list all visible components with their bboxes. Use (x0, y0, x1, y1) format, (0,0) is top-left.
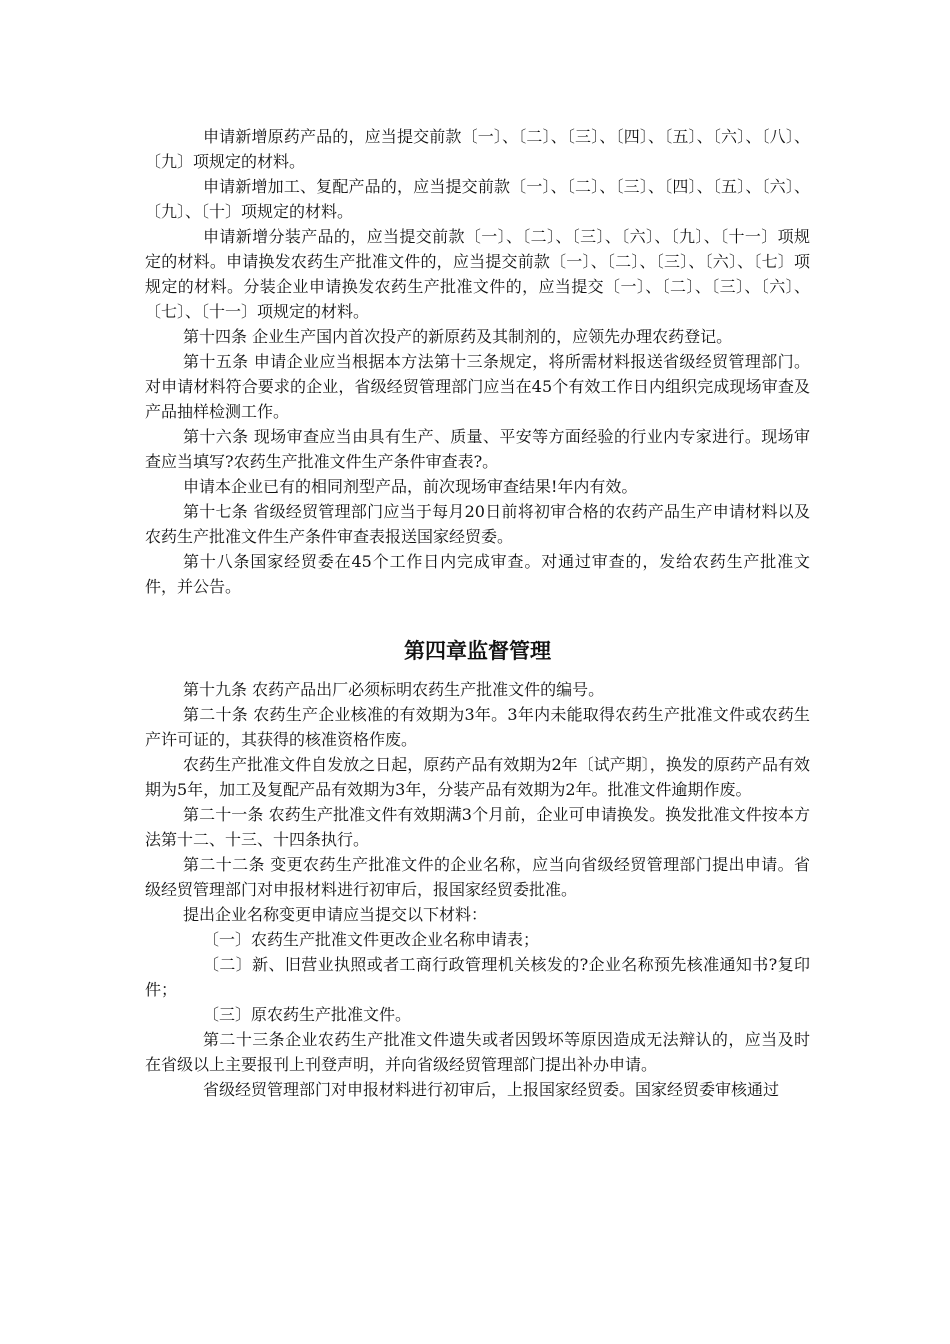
paragraph: 第十九条 农药产品出厂必须标明农药生产批准文件的编号。 (183, 680, 605, 699)
paragraph: 第二十条 农药生产企业核准的有效期为3年。3年内未能取得农药生产批准文件或农药生产许可证的，其获得的核准资格作废。 (145, 705, 810, 749)
paragraph: 申请新增加工、复配产品的，应当提交前款〔一〕、〔二〕、〔三〕、〔四〕、〔五〕、〔六〕、〔九〕、〔十〕项规定的材料。 (145, 177, 810, 221)
paragraph: 第二十一条 农药生产批准文件有效期满3个月前，企业可申请换发。换发批准文件按本方法第十二、十三、十四条执行。 (145, 805, 810, 849)
paragraph: 申请新增原药产品的，应当提交前款〔一〕、〔二〕、〔三〕、〔四〕、〔五〕、〔六〕、〔八〕、〔九〕项规定的材料。 (145, 127, 810, 171)
paragraph: 〔一〕农药生产批准文件更改企业名称申请表； (203, 930, 540, 949)
paragraph: 申请新增分装产品的，应当提交前款〔一〕、〔二〕、〔三〕、〔六〕、〔九〕、〔十一〕项规定的材料。申请换发农药生产批准文件的，应当提交前款〔一〕、〔二〕、〔三〕、〔六〕、〔七〕项规定的材料。分装企业申请换发农药生产批准文件的，应当提交〔一〕、〔二〕、〔三〕、〔六〕、〔七〕、〔十一〕项规定的材料。 (145, 227, 810, 321)
document-page (145, 124, 810, 1102)
paragraph: 〔二〕新、旧营业执照或者工商行政管理机关核发的?企业名称预先核准通知书?复印件； (145, 955, 810, 999)
paragraph: 第十八条国家经贸委在45个工作日内完成审查。对通过审查的，发给农药生产批准文件，并公告。 (145, 552, 810, 596)
chapter-heading: 第四章监督管理 (404, 639, 551, 663)
paragraph: 第十六条 现场审查应当由具有生产、质量、平安等方面经验的行业内专家进行。现场审查应当填写?农药生产批准文件生产条件审查表?。 (145, 427, 810, 471)
paragraph: 〔三〕原农药生产批准文件。 (203, 1005, 412, 1024)
body-text-bottom (145, 677, 810, 1102)
paragraph: 第十七条 省级经贸管理部门应当于每月20日前将初审合格的农药产品生产申请材料以及农药生产批准文件生产条件审查表报送国家经贸委。 (145, 502, 810, 546)
paragraph: 省级经贸管理部门对申报材料进行初审后，上报国家经贸委。国家经贸委审核通过 (203, 1080, 780, 1099)
paragraph: 第二十二条 变更农药生产批准文件的企业名称，应当向省级经贸管理部门提出申请。省级经贸管理部门对申报材料进行初审后，报国家经贸委批准。 (145, 855, 810, 899)
paragraph: 第十五条 申请企业应当根据本方法第十三条规定，将所需材料报送省级经贸管理部门。对申请材料符合要求的企业，省级经贸管理部门应当在45个有效工作日内组织完成现场审查及产品抽样检测工作。 (145, 352, 810, 421)
paragraph: 第十四条 企业生产国内首次投产的新原药及其制剂的，应领先办理农药登记。 (183, 327, 733, 346)
body-text-top (145, 124, 810, 599)
paragraph: 农药生产批准文件自发放之日起，原药产品有效期为2年〔试产期〕，换发的原药产品有效期为5年，加工及复配产品有效期为3年，分装产品有效期为2年。批准文件逾期作废。 (145, 755, 810, 799)
paragraph: 申请本企业已有的相同剂型产品，前次现场审查结果!年内有效。 (183, 477, 638, 496)
paragraph: 提出企业名称变更申请应当提交以下材料： (183, 905, 488, 924)
paragraph: 第二十三条企业农药生产批准文件遗失或者因毁坏等原因造成无法辩认的，应当及时在省级以上主要报刊上刊登声明，并向省级经贸管理部门提出补办申请。 (145, 1030, 810, 1074)
